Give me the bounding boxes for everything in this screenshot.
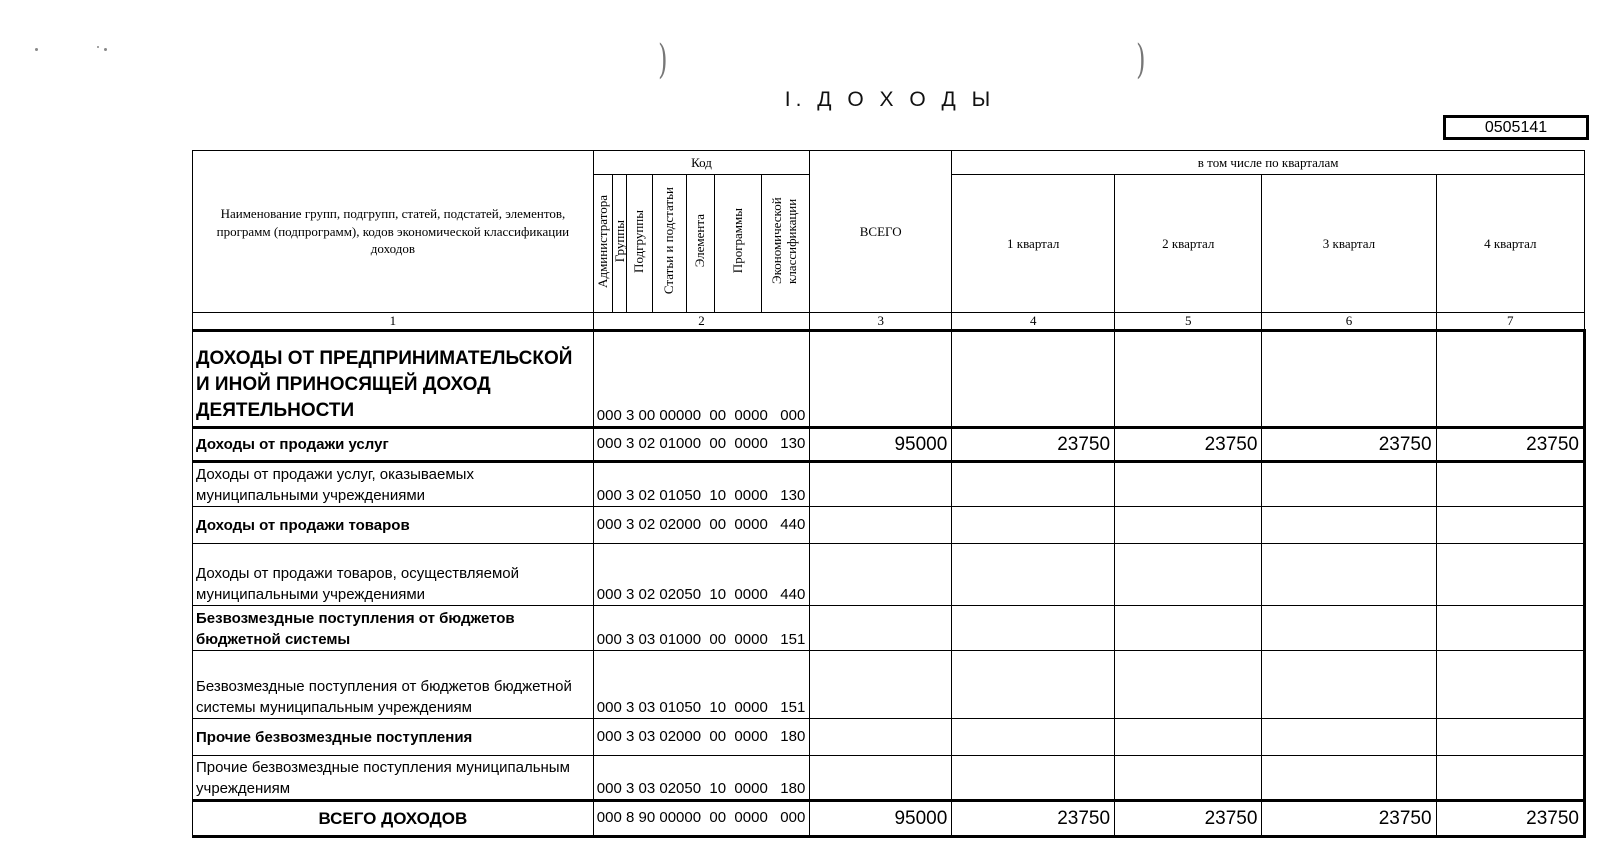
row-q1 xyxy=(952,331,1115,428)
scan-dust xyxy=(104,48,107,51)
row-name: Безвозмездные поступления от бюджетов бюджетной системы муниципальным учреждениям xyxy=(193,651,594,719)
row-q4 xyxy=(1436,606,1584,651)
row-code: 000 3 03 02050 10 0000 180 xyxy=(593,756,809,801)
form-code-box: 0505141 xyxy=(1443,115,1589,140)
row-q1 xyxy=(952,507,1115,544)
row-name: Прочие безвозмездные поступления xyxy=(193,719,594,756)
row-total xyxy=(810,507,952,544)
scan-dust xyxy=(97,46,99,48)
row-q3 xyxy=(1262,507,1436,544)
header-quarter-2: 2 квартал xyxy=(1115,175,1262,313)
header-quarter-1: 1 квартал xyxy=(952,175,1115,313)
row-q2 xyxy=(1115,756,1262,801)
row-q2: 23750 xyxy=(1115,428,1262,462)
row-total: 95000 xyxy=(810,428,952,462)
header-code-subcol: Администратора xyxy=(593,175,613,313)
row-q4 xyxy=(1436,544,1584,606)
col-number: 5 xyxy=(1115,313,1262,331)
row-name: Прочие безвозмездные поступления муниципальным учреждениям xyxy=(193,756,594,801)
row-total xyxy=(810,606,952,651)
col-number: 4 xyxy=(952,313,1115,331)
table-row xyxy=(193,651,1585,719)
table-row xyxy=(193,331,1585,428)
row-code: 000 3 03 01050 10 0000 151 xyxy=(593,651,809,719)
row-total xyxy=(810,719,952,756)
row-q3 xyxy=(1262,756,1436,801)
total-row-q3: 23750 xyxy=(1262,801,1436,837)
table-row xyxy=(193,544,1585,606)
row-q4 xyxy=(1436,331,1584,428)
row-total xyxy=(810,756,952,801)
row-q3 xyxy=(1262,331,1436,428)
scan-artifact-mark: ) xyxy=(658,37,668,83)
total-row-name: ВСЕГО ДОХОДОВ xyxy=(193,801,594,837)
header-quarters-group: в том числе по кварталам xyxy=(952,151,1585,175)
row-q3 xyxy=(1262,651,1436,719)
row-q1 xyxy=(952,544,1115,606)
row-q1 xyxy=(952,606,1115,651)
row-q4 xyxy=(1436,756,1584,801)
col-number: 2 xyxy=(593,313,809,331)
row-q2 xyxy=(1115,606,1262,651)
row-total xyxy=(810,331,952,428)
total-row-q2: 23750 xyxy=(1115,801,1262,837)
table-row xyxy=(193,462,1585,507)
header-code-col: Код xyxy=(593,151,809,175)
row-q4 xyxy=(1436,719,1584,756)
col-number: 1 xyxy=(193,313,594,331)
row-q4 xyxy=(1436,507,1584,544)
row-total xyxy=(810,462,952,507)
row-code: 000 3 03 02000 00 0000 180 xyxy=(593,719,809,756)
total-row-q4: 23750 xyxy=(1436,801,1584,837)
row-code: 000 3 02 01050 10 0000 130 xyxy=(593,462,809,507)
header-code-subcol: Элемента xyxy=(686,175,715,313)
header-code-subcol: Группы xyxy=(613,175,626,313)
row-q2 xyxy=(1115,651,1262,719)
row-q4 xyxy=(1436,651,1584,719)
row-code: 000 3 03 01000 00 0000 151 xyxy=(593,606,809,651)
row-q3: 23750 xyxy=(1262,428,1436,462)
col-number: 6 xyxy=(1262,313,1436,331)
header-name-col: Наименование групп, подгрупп, статей, подстатей, элементов, программ (подпрограмм), кодов экономической классификации доходов xyxy=(193,151,594,313)
row-total xyxy=(810,651,952,719)
row-q1 xyxy=(952,719,1115,756)
row-q2 xyxy=(1115,719,1262,756)
row-code: 000 3 02 01000 00 0000 130 xyxy=(593,428,809,462)
row-total xyxy=(810,544,952,606)
total-row xyxy=(193,801,1585,837)
row-name: Доходы от продажи товаров xyxy=(193,507,594,544)
row-q2 xyxy=(1115,331,1262,428)
row-name: ДОХОДЫ ОТ ПРЕДПРИНИМАТЕЛЬСКОЙ И ИНОЙ ПРИНОСЯЩЕЙ ДОХОД ДЕЯТЕЛЬНОСТИ xyxy=(193,331,594,428)
row-code: 000 3 02 02050 10 0000 440 xyxy=(593,544,809,606)
row-q3 xyxy=(1262,719,1436,756)
row-q2 xyxy=(1115,507,1262,544)
header-quarter-3: 3 квартал xyxy=(1262,175,1436,313)
table-row xyxy=(193,507,1585,544)
row-code: 000 3 02 02000 00 0000 440 xyxy=(593,507,809,544)
header-row-1 xyxy=(193,151,1585,175)
row-q3 xyxy=(1262,606,1436,651)
total-row-total: 95000 xyxy=(810,801,952,837)
header-code-subcol: Экономической классификации xyxy=(761,175,809,313)
row-name: Доходы от продажи услуг, оказываемых муниципальными учреждениями xyxy=(193,462,594,507)
row-name: Доходы от продажи товаров, осуществляемой муниципальными учреждениями xyxy=(193,544,594,606)
header-total-col: ВСЕГО xyxy=(810,151,952,313)
row-code: 000 3 00 00000 00 0000 000 xyxy=(593,331,809,428)
table-row xyxy=(193,606,1585,651)
row-q1 xyxy=(952,462,1115,507)
section-title: I. Д О Х О Д Ы xyxy=(784,88,996,111)
row-q2 xyxy=(1115,462,1262,507)
row-q4: 23750 xyxy=(1436,428,1584,462)
total-row-code: 000 8 90 00000 00 0000 000 xyxy=(593,801,809,837)
header-quarter-4: 4 квартал xyxy=(1436,175,1584,313)
column-number-row xyxy=(193,313,1585,331)
header-code-subcol: Статьи и подстатьи xyxy=(652,175,686,313)
row-q1 xyxy=(952,651,1115,719)
scan-dust xyxy=(35,48,38,51)
row-q3 xyxy=(1262,462,1436,507)
col-number: 7 xyxy=(1436,313,1584,331)
row-name: Доходы от продажи услуг xyxy=(193,428,594,462)
header-code-subcol: Подгруппы xyxy=(626,175,652,313)
scan-artifact-mark: ) xyxy=(1136,37,1146,83)
row-name: Безвозмездные поступления от бюджетов бюджетной системы xyxy=(193,606,594,651)
row-q1 xyxy=(952,756,1115,801)
col-number: 3 xyxy=(810,313,952,331)
row-q3 xyxy=(1262,544,1436,606)
row-q2 xyxy=(1115,544,1262,606)
table-row xyxy=(193,756,1585,801)
table-row xyxy=(193,719,1585,756)
total-row-q1: 23750 xyxy=(952,801,1115,837)
table-row xyxy=(193,428,1585,462)
income-table xyxy=(192,150,1586,838)
row-q4 xyxy=(1436,462,1584,507)
header-code-subcol: Программы xyxy=(715,175,761,313)
row-q1: 23750 xyxy=(952,428,1115,462)
